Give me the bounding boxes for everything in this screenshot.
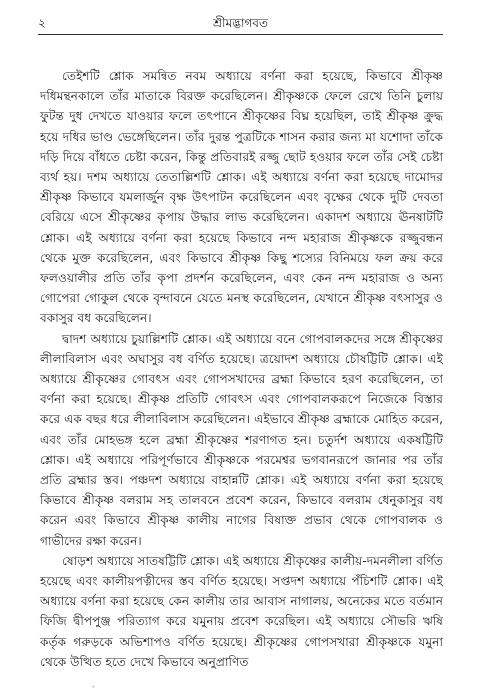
page-header [38, 14, 443, 36]
paragraph: তেইশটি শ্লোক সমন্বিত নবম অধ্যায়ে বর্ণনা করা হয়েছে, কিভাবে শ্রীকৃষ্ণ দধিমন্থনকালে তাঁর মাতাকে বিরক্ত করেছিলেন। শ্রীকৃষ্ণকে ফেলে রেখে তিনি চুলায় ফুটন্ত দুধ দেখতে যাওয়ার ফলে তৎপানে শ্রীকৃষ্ণের বিঘ্ন হয়েছিল, তাই শ্রীকৃষ্ণ ক্রুদ্ধ হয়ে দধির ভাণ্ড ভেঙ্গেছিলেন। তাঁর দুরন্ত পুত্রটিকে শাসন করার জন্য মা যশোদা তাঁকে দড়ি দিয়ে বাঁধতে চেষ্টা করেন, কিন্তু প্রতিবারই রজ্জু ছোট হওয়ার ফলে তাঁর সেই চেষ্টা ব্যর্থ হয়। দশম অধ্যায়ে তেতাল্লিশটি শ্লোক। এই অধ্যায়ে বর্ণনা করা হয়েছে দামোদর শ্রীকৃষ্ণ কিভাবে যমলার্জুন বৃক্ষ উৎপাটন করেছিলেন এবং বৃক্ষের থেকে দুটি দেবতা বেরিয়ে এসে শ্রীকৃষ্ণের কৃপায় উদ্ধার লাভ করেছিলেন। একাদশ অধ্যায়ে ঊনষাটটি শ্লোক। এই অধ্যায়ে বর্ণনা করা হয়েছে কিভাবে নন্দ মহারাজ শ্রীকৃষ্ণকে রজ্জুবন্ধন থেকে মুক্ত করেছিলেন, এবং কিভাবে শ্রীকৃষ্ণ কিছু শস্যের বিনিময়ে ফল ক্রয় করে ফলওয়ালীর প্রতি তাঁর কৃপা প্রদর্শন করেছিলেন, এবং কেন নন্দ মহারাজ ও অন্য গোপেরা গোকুল থেকে বৃন্দাবনে যেতে মনস্থ করেছিলেন, যেখানে শ্রীকৃষ্ণ বৎসাসুর ও বকাসুর বধ করেছিলেন। [40, 69, 443, 326]
body-text [40, 66, 443, 672]
running-title: শ্রীমদ্ভাগবত [212, 16, 268, 30]
paragraph: দ্বাদশ অধ্যায়ে চুয়াল্লিশটি শ্লোক। এই অধ্যায়ে বনে গোপবালকদের সঙ্গে শ্রীকৃষ্ণের লীলাবিলাস এবং অঘাসুর বধ বর্ণিত হয়েছে। ত্রয়োদশ অধ্যায়ে চৌষট্টিটি শ্লোক। এই অধ্যায়ে শ্রীকৃষ্ণের গোবৎস এবং গোপসখাদের ব্রহ্মা কিভাবে হরণ করেছিলেন, তা বর্ণনা করা হয়েছে। শ্রীকৃষ্ণ প্রতিটি গোবৎস এবং গোপবালকরূপে নিজেকে বিস্তার করে এক বছর ধরে লীলাবিলাস করেছিলেন। এইভাবে শ্রীকৃষ্ণ ব্রহ্মাকে মোহিত করেন, এবং তাঁর মোহভঙ্গ হলে ব্রহ্মা শ্রীকৃষ্ণের শরণাগত হন। চতুর্দশ অধ্যায়ে একষট্টিটি শ্লোক। এই অধ্যায়ে পরিপূর্ণভাবে শ্রীকৃষ্ণকে পরমেশ্বর ভগবানরূপে জানার পর তাঁর প্রতি ব্রহ্মার স্তব। পঞ্চদশ অধ্যায়ে বাহান্নটি শ্লোক। এই অধ্যায়ে বর্ণনা করা হয়েছে কিভাবে শ্রীকৃষ্ণ বলরাম সহ তালবনে প্রবেশ করেন, কিভাবে বলরাম ধেনুকাসুর বধ করেন এবং কিভাবে শ্রীকৃষ্ণ কালীয় নাগের বিষাক্ত প্রভাব থেকে গোপবালক ও গাভীদের রক্ষা করেন। [40, 331, 443, 548]
footer-mark: ᵛ [92, 684, 95, 692]
header-divider [38, 34, 443, 35]
paragraph: ষোড়শ অধ্যায়ে সাতষট্টিটি শ্লোক। এই অধ্যায়ে শ্রীকৃষ্ণের কালীয়-দমনলীলা বর্ণিত হয়েছে এবং কালীয়পত্নীদের স্তব বর্ণিত হয়েছে। সপ্তদশ অধ্যায়ে পঁচিশটি শ্লোক। এই অধ্যায়ে বর্ণনা করা হয়েছে কেন কালীয় তার আবাস নাগালয়, অনেকের মতে বর্তমান ফিজি দ্বীপপুঞ্জ পরিত্যাগ করে যমুনায় প্রবেশ করেছিল। এই অধ্যায়ে সৌভরি ঋষি কর্তৃক গরুড়কে অভিশাপও বর্ণিত হয়েছে। শ্রীকৃষ্ণের গোপসখারা শ্রীকৃষ্ণকে যমুনা থেকে উত্থিত হতে দেখে কিভাবে অনুপ্রাণিত [40, 553, 443, 669]
page-number: ২ [38, 16, 46, 30]
